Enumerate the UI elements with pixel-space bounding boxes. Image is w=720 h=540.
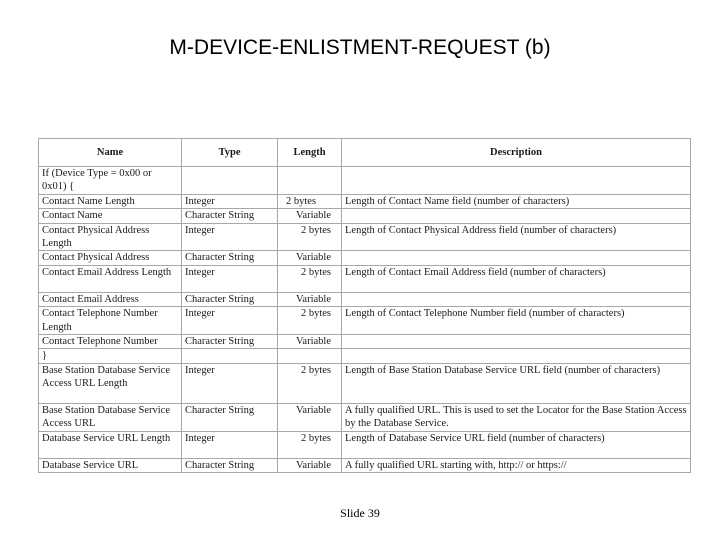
cell-description: A fully qualified URL. This is used to set the Locator for the Base Station Access by the Database Service. (342, 403, 691, 431)
cell-name: Contact Name (39, 209, 182, 223)
cell-description: Length of Database Service URL field (number of characters) (342, 431, 691, 458)
table-row (39, 458, 691, 472)
cell-type: Integer (182, 363, 278, 403)
cell-description (342, 292, 691, 306)
cell-description (342, 209, 691, 223)
column-header-name: Name (39, 139, 182, 167)
cell-type: Character String (182, 335, 278, 349)
cell-description: Length of Base Station Database Service URL field (number of characters) (342, 363, 691, 403)
cell-description: Length of Contact Physical Address field (number of characters) (342, 223, 691, 251)
cell-type: Integer (182, 194, 278, 208)
table-row (39, 292, 691, 306)
cell-length: 2 bytes (278, 307, 342, 335)
field-table (38, 138, 691, 473)
cell-description (342, 251, 691, 265)
column-header-type: Type (182, 139, 278, 167)
cell-type: Integer (182, 265, 278, 292)
cell-length: Variable (278, 251, 342, 265)
cell-length: Variable (278, 458, 342, 472)
cell-name: Database Service URL (39, 458, 182, 472)
cell-name: Base Station Database Service Access URL (39, 403, 182, 431)
cell-length: Variable (278, 335, 342, 349)
table-row (39, 251, 691, 265)
cell-length: Variable (278, 209, 342, 223)
cell-name: Contact Email Address (39, 292, 182, 306)
table-row (39, 431, 691, 458)
cell-description (342, 349, 691, 363)
cell-length: Variable (278, 292, 342, 306)
table-header-row (39, 139, 691, 167)
cell-name: Contact Telephone Number (39, 335, 182, 349)
slide-number: Slide 39 (340, 506, 380, 520)
table-row (39, 223, 691, 251)
table-image (38, 138, 690, 471)
cell-name: } (39, 349, 182, 363)
cell-name: Contact Name Length (39, 194, 182, 208)
column-header-description: Description (342, 139, 691, 167)
cell-description: Length of Contact Email Address field (number of characters) (342, 265, 691, 292)
table-row (39, 209, 691, 223)
cell-length: 2 bytes (278, 223, 342, 251)
slide-title: M-DEVICE-ENLISTMENT-REQUEST (b) (169, 36, 551, 59)
cell-length (278, 167, 342, 195)
table-row (39, 167, 691, 195)
table-row (39, 363, 691, 403)
cell-description (342, 167, 691, 195)
cell-type (182, 349, 278, 363)
cell-description: A fully qualified URL starting with, http:// or https:// (342, 458, 691, 472)
cell-type: Character String (182, 251, 278, 265)
cell-type: Character String (182, 292, 278, 306)
cell-name: Contact Email Address Length (39, 265, 182, 292)
table-row (39, 307, 691, 335)
cell-description: Length of Contact Telephone Number field (number of characters) (342, 307, 691, 335)
column-header-length: Length (278, 139, 342, 167)
cell-description (342, 335, 691, 349)
cell-name: Database Service URL Length (39, 431, 182, 458)
cell-type: Character String (182, 403, 278, 431)
table-row (39, 335, 691, 349)
cell-length: 2 bytes (278, 194, 342, 208)
cell-description: Length of Contact Name field (number of characters) (342, 194, 691, 208)
table-row (39, 194, 691, 208)
cell-name: If (Device Type = 0x00 or 0x01) { (39, 167, 182, 195)
cell-length: 2 bytes (278, 363, 342, 403)
cell-type: Integer (182, 307, 278, 335)
table-row (39, 349, 691, 363)
cell-length (278, 349, 342, 363)
cell-length: 2 bytes (278, 431, 342, 458)
cell-type: Character String (182, 458, 278, 472)
cell-name: Contact Telephone Number Length (39, 307, 182, 335)
table-row (39, 265, 691, 292)
cell-length: 2 bytes (278, 265, 342, 292)
cell-name: Contact Physical Address Length (39, 223, 182, 251)
cell-type (182, 167, 278, 195)
cell-type: Integer (182, 223, 278, 251)
cell-type: Character String (182, 209, 278, 223)
cell-name: Base Station Database Service Access URL Length (39, 363, 182, 403)
cell-length: Variable (278, 403, 342, 431)
cell-type: Integer (182, 431, 278, 458)
table-row (39, 403, 691, 431)
cell-name: Contact Physical Address (39, 251, 182, 265)
